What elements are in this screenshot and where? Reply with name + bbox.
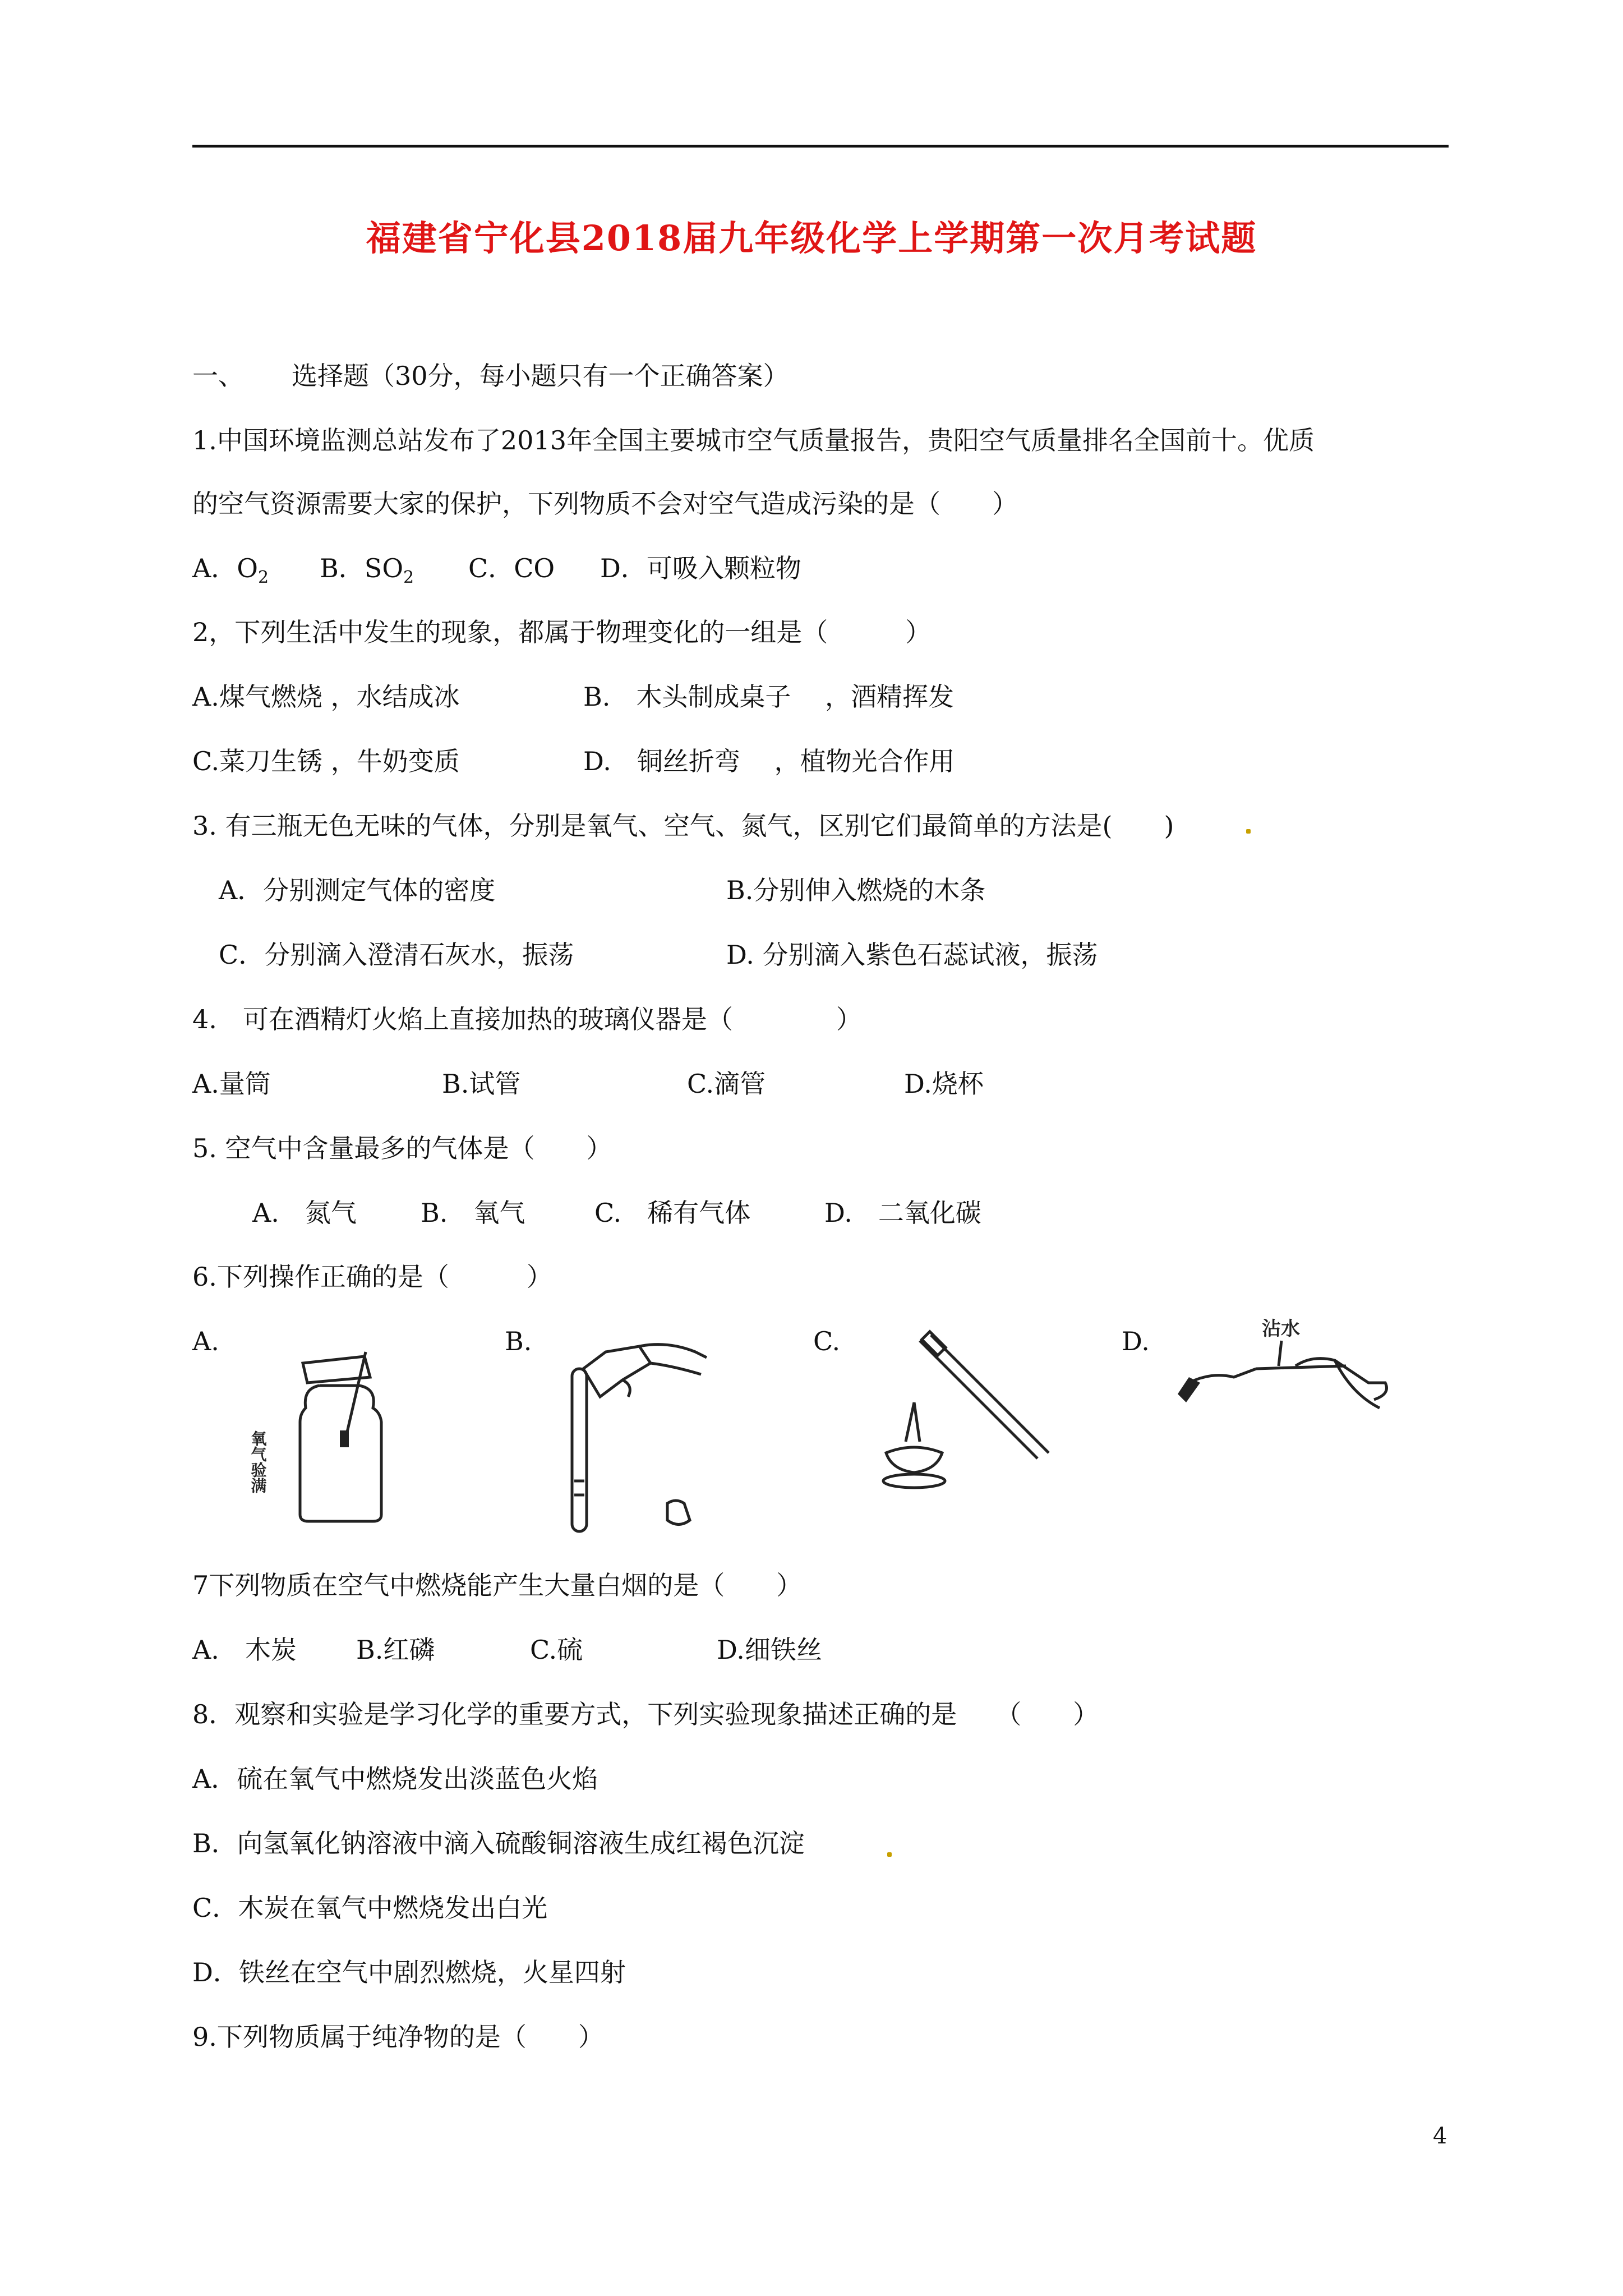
q5-option-a: A. 氮气 [252, 1198, 357, 1228]
q1-option-b: B．$SO_2$ [320, 553, 414, 587]
q8-option-c: C．木炭在氧气中燃烧发出白光 [192, 1893, 548, 1923]
q7-option-b: B.红磷 [356, 1635, 435, 1665]
q8-option-d: D．铁丝在空气中剧烈燃烧，火星四射 [192, 1957, 626, 1987]
q8-stem: 8．观察和实验是学习化学的重要方式，下列实验现象描述正确的是 （ ） [192, 1699, 1099, 1729]
q4-stem: 4. 可在酒精灯火焰上直接加热的玻璃仪器是（ ） [192, 1004, 862, 1034]
q2-option-d: D. 铜丝折弯 ，植物光合作用 [583, 746, 955, 776]
q3-option-a: A．分别测定气体的密度 [219, 875, 496, 905]
q6-option-b: B. [505, 1326, 532, 1356]
section-label: 选择题（30分，每小题只有一个正确答案） [292, 361, 789, 391]
q6-option-c: C. [813, 1326, 841, 1356]
section-number: 一、 [192, 361, 244, 391]
page-number: 4 [1433, 2123, 1447, 2149]
q5-option-d: D. 二氧化碳 [824, 1198, 981, 1228]
q1-option-a: A．$O_2$ [192, 553, 269, 587]
q1-line2: 的空气资源需要大家的保护，下列物质不会对空气造成污染的是（ ） [192, 489, 1018, 519]
q8-option-a: A．硫在氧气中燃烧发出淡蓝色火焰 [192, 1764, 598, 1794]
figure-d-glass-tube [1166, 1310, 1402, 1428]
figure-b-pouring [555, 1335, 740, 1543]
q9-stem: 9.下列物质属于纯净物的是（ ） [192, 2022, 604, 2052]
q4-option-d: D.烧杯 [904, 1069, 984, 1099]
q4-option-b: B.试管 [442, 1069, 521, 1099]
q3-option-c: C．分别滴入澄清石灰水，振荡 [219, 940, 574, 970]
q6-option-d: D. [1122, 1326, 1150, 1356]
q5-option-c: C. 稀有气体 [594, 1198, 751, 1228]
q2-option-c: C.菜刀生锈 ，牛奶变质 [192, 746, 460, 776]
figure-c-heating [852, 1329, 1077, 1509]
figure-d-label: 沾水 [1262, 1318, 1300, 1340]
q1-option-d: D．可吸入颗粒物 [600, 553, 801, 583]
q6-option-a: A. [192, 1326, 219, 1356]
q7-option-a: A. 木炭 [192, 1635, 297, 1665]
q8-option-b: B．向氢氧化钠溶液中滴入硫酸铜溶液生成红褐色沉淀 [192, 1828, 805, 1858]
q1-line1: 1.中国环境监测总站发布了2013年全国主要城市空气质量报告，贵阳空气质量排名全国前十。优质 [192, 425, 1315, 455]
q7-option-d: D.细铁丝 [717, 1635, 822, 1665]
q2-option-b: B. 木头制成桌子 ，酒精挥发 [583, 682, 955, 712]
q4-option-c: C.滴管 [687, 1069, 766, 1099]
q1-option-c: C．CO [468, 553, 555, 583]
q7-option-c: C.硫 [530, 1635, 583, 1665]
q3-option-d: D. 分别滴入紫色石蕊试液，振荡 [726, 940, 1098, 970]
ink-speck [887, 1852, 892, 1857]
figure-a-oxygen-test [236, 1346, 404, 1531]
q5-option-b: B. 氧气 [421, 1198, 525, 1228]
q3-stem: 3. 有三瓶无色无味的气体，分别是氧气、空气、氮气，区别它们最简单的方法是( ) [192, 811, 1174, 841]
page-title: 福建省宁化县2018届九年级化学上学期第一次月考试题 [366, 218, 1257, 259]
q6-stem: 6.下列操作正确的是（ ） [192, 1262, 552, 1292]
q2-stem: 2，下列生活中发生的现象，都属于物理变化的一组是（ ） [192, 617, 932, 647]
header-rule [192, 145, 1449, 148]
q2-option-a: A.煤气燃烧 ，水结成冰 [192, 682, 460, 712]
ink-speck [1246, 829, 1251, 834]
q7-stem: 7下列物质在空气中燃烧能产生大量白烟的是（ ） [192, 1570, 803, 1600]
figure-a-label: 氧气验满 [248, 1430, 268, 1493]
q3-option-b: B.分别伸入燃烧的木条 [726, 875, 986, 905]
q4-option-a: A.量筒 [192, 1069, 271, 1099]
q5-stem: 5. 空气中含量最多的气体是（ ） [192, 1133, 612, 1163]
